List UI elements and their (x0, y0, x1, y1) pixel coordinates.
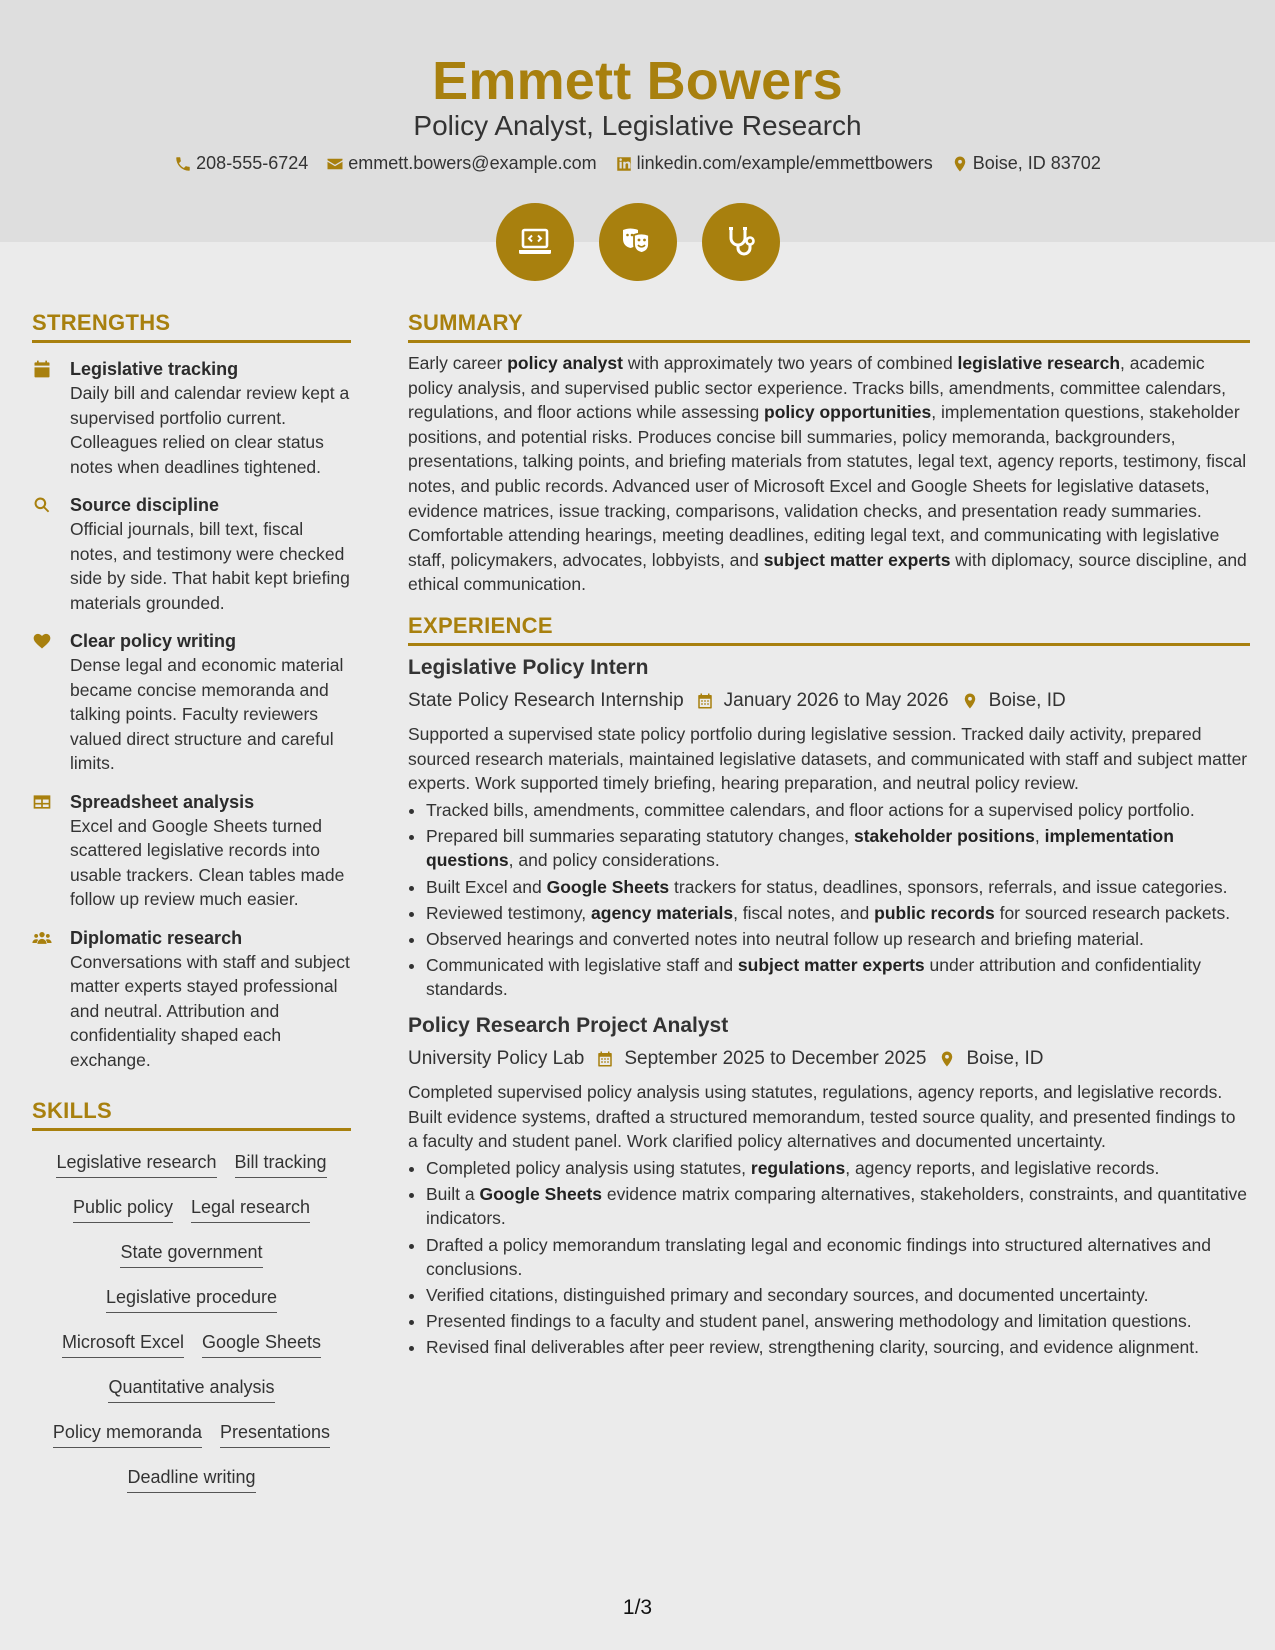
strength-text: Dense legal and economic material became concise memoranda and talking points. Faculty reviewers valued direct structure and careful limits. (70, 655, 344, 773)
list-item: • Drafted a policy memorandum translating legal and economic findings into structured alternatives and conclusions. (426, 1233, 1250, 1282)
list-item: • Verified citations, distinguished primary and secondary sources, and documented uncertainty. (426, 1283, 1250, 1308)
heart-icon (32, 631, 52, 651)
contact-phone[interactable] (174, 153, 308, 174)
interest-circle (702, 203, 780, 281)
list-item: • Communicated with legislative staff and subject matter experts under attribution and confidentiality standards. (426, 953, 1250, 1002)
contact-email[interactable] (326, 153, 596, 174)
strength-item (32, 357, 351, 479)
interest-icons (0, 203, 1275, 281)
skill-tag: Legal research (191, 1196, 310, 1223)
list-item: • Presented findings to a faculty and student panel, answering methodology and limitation questions. (426, 1309, 1250, 1334)
bold-keyword: stakeholder positions (854, 825, 1035, 846)
laptop-code-icon (515, 222, 555, 262)
phone-icon (174, 155, 192, 173)
strength-title: Source discipline (70, 495, 220, 515)
bold-keyword: Google Sheets (479, 1183, 603, 1204)
job-org: State Policy Research Internship (408, 689, 684, 711)
strength-text: Conversations with staff and subject matter experts stayed professional and neutral. Attribution and confidentiality shaped each exchange. (70, 951, 350, 1070)
job-title: Legislative Policy Intern (408, 655, 649, 679)
candidate-name: Emmett Bowers (432, 51, 843, 111)
skill-tag: Legislative research (56, 1151, 216, 1178)
skill-tag: Google Sheets (202, 1331, 321, 1358)
interest-circle (496, 203, 574, 281)
contact-linkedin[interactable] (615, 153, 933, 174)
strength-text: Excel and Google Sheets turned scattered legislative records into usable trackers. Clean tables made follow up review much easier. (70, 815, 345, 909)
envelope-icon (326, 155, 344, 173)
list-item: • Completed policy analysis using statutes, regulations, agency reports, and legislative records. (426, 1156, 1250, 1181)
job-dates: September 2025 to December 2025 (624, 1047, 927, 1069)
job-org: University Policy Lab (408, 1047, 585, 1069)
strength-text: Daily bill and calendar review kept a supervised portfolio current. Colleagues relied on clear status notes when deadlines tightened. (70, 383, 350, 477)
right-column (408, 310, 1250, 1362)
job-location: Boise, ID (966, 1047, 1044, 1069)
skill-row (32, 1368, 351, 1413)
skill-tag: Public policy (73, 1196, 173, 1223)
contact-location (951, 153, 1101, 174)
strength-item (32, 493, 351, 615)
skill-row (32, 1143, 351, 1188)
summary-heading: SUMMARY (408, 310, 1250, 343)
job-meta (408, 1046, 1250, 1072)
skill-row (32, 1458, 351, 1503)
location-pin-icon (951, 155, 969, 173)
skill-tag: Policy memoranda (53, 1421, 202, 1448)
job-bullets (426, 798, 1250, 1002)
list-item: • Prepared bill summaries separating statutory changes, stakeholder positions, implementation questions, and policy considerations. (426, 824, 1250, 873)
stethoscope-icon (721, 222, 761, 262)
interest-circle (599, 203, 677, 281)
bold-keyword: Google Sheets (546, 876, 670, 897)
skill-row (32, 1278, 351, 1323)
job-entry (408, 654, 1250, 1002)
skills-heading: SKILLS (32, 1098, 351, 1131)
page-number: 1/3 (622, 1596, 653, 1619)
strength-title: Diplomatic research (70, 927, 243, 948)
skill-tag: Deadline writing (127, 1466, 255, 1493)
list-item: • Tracked bills, amendments, committee calendars, and floor actions for a supervised policy portfolio. (426, 798, 1250, 823)
search-icon (32, 495, 52, 515)
contact-text: Boise, ID 83702 (972, 153, 1101, 173)
location-pin-icon (961, 692, 979, 710)
job-meta (408, 688, 1250, 714)
summary-text: Early career policy analyst with approximately two years of combined legislative research, academic policy analysis, and supervised public sector experience. Tracks bills, amendments, committee calendars, regulations, and floor actions while assessing policy opportunities, implementation questions, stakeholder positions, and potential risks. Produces concise bill summaries, policy memoranda, backgrounders, presentations, talking points, and briefing materials from statutes, legal text, agency reports, testimony, fiscal notes, and public records. Advanced user of Microsoft Excel and Google Sheets for legislative datasets, evidence matrices, issue tracking, comparisons, validation checks, and presentation ready summaries. Comfortable attending hearings, meeting deadlines, editing legal text, and communicating with legislative staff, policymakers, advocates, lobbyists, and subject matter experts with diplomacy, source discipline, and ethical communication. (408, 353, 1247, 595)
skill-tag: Microsoft Excel (62, 1331, 184, 1358)
bold-keyword: legislative research (957, 353, 1121, 373)
strength-title: Spreadsheet analysis (70, 791, 255, 812)
list-item: • Observed hearings and converted notes into neutral follow up research and briefing material. (426, 927, 1250, 952)
calendar-icon (32, 359, 52, 379)
strength-title: Legislative tracking (70, 359, 239, 379)
bold-keyword: public records (874, 902, 995, 923)
job-entry (408, 1012, 1250, 1360)
skill-tag: State government (120, 1241, 262, 1268)
job-title-heading: Policy Analyst, Legislative Research (413, 110, 862, 141)
contact-text: 208-555-6724 (196, 153, 309, 173)
strength-text: Official journals, bill text, fiscal notes, and testimony were checked side by side. That habit kept briefing materials grounded. (70, 519, 350, 613)
bold-keyword: implementation questions (426, 825, 1174, 871)
job-description: Supported a supervised state policy portfolio during legislative session. Tracked daily activity, prepared sourced research materials, maintained legislative datasets, and communicated with staff and subject matter experts. Work supported timely briefing, hearing preparation, and neutral policy review. (408, 723, 1248, 794)
strength-title: Clear policy writing (70, 631, 237, 651)
job-title: Policy Research Project Analyst (408, 1013, 729, 1037)
strength-item (32, 629, 351, 776)
list-item: • Built a Google Sheets evidence matrix comparing alternatives, stakeholders, constraints, and quantitative indicators. (426, 1182, 1250, 1231)
bold-keyword: subject matter experts (737, 954, 925, 975)
strength-item (32, 926, 351, 1073)
strengths-heading: STRENGTHS (32, 310, 351, 343)
contact-text: emmett.bowers@example.com (348, 153, 597, 173)
contact-bar (0, 153, 1275, 174)
theater-masks-icon (618, 222, 658, 262)
left-column (32, 310, 351, 1503)
experience-heading: EXPERIENCE (408, 613, 1250, 646)
calendar-icon (596, 1050, 614, 1068)
skill-row (32, 1413, 351, 1458)
skill-row (32, 1188, 351, 1233)
bold-keyword: regulations (750, 1157, 846, 1178)
linkedin-icon (615, 155, 633, 173)
job-bullets (426, 1156, 1250, 1360)
skill-row (32, 1233, 351, 1278)
bold-keyword: policy opportunities (764, 402, 932, 423)
job-dates: January 2026 to May 2026 (723, 689, 949, 711)
list-item: • Reviewed testimony, agency materials, fiscal notes, and public records for sourced research packets. (426, 901, 1250, 926)
bold-keyword: subject matter experts (763, 549, 951, 570)
skill-tag: Presentations (220, 1421, 330, 1448)
calendar-icon (696, 692, 714, 710)
users-icon (32, 928, 52, 948)
skill-tag: Quantitative analysis (108, 1376, 274, 1403)
job-location: Boise, ID (988, 689, 1066, 711)
contact-text: linkedin.com/example/emmettbowers (636, 153, 933, 173)
table-icon (32, 792, 52, 812)
skills-list (32, 1143, 351, 1503)
strength-item (32, 790, 351, 912)
skill-row (32, 1323, 351, 1368)
skill-tag: Legislative procedure (106, 1286, 277, 1313)
list-item: • Revised final deliverables after peer review, strengthening clarity, sourcing, and evidence alignment. (426, 1335, 1250, 1360)
bold-keyword: agency materials (591, 902, 734, 923)
bold-keyword: policy analyst (507, 353, 623, 373)
location-pin-icon (938, 1050, 956, 1068)
list-item: • Built Excel and Google Sheets trackers for status, deadlines, sponsors, referrals, and issue categories. (426, 875, 1250, 900)
skill-tag: Bill tracking (235, 1151, 327, 1178)
job-description: Completed supervised policy analysis using statutes, regulations, agency reports, and legislative records. Built evidence systems, drafted a structured memorandum, tested source quality, and presented findings to a faculty and student panel. Work clarified policy alternatives and documented uncertainty. (408, 1081, 1236, 1152)
